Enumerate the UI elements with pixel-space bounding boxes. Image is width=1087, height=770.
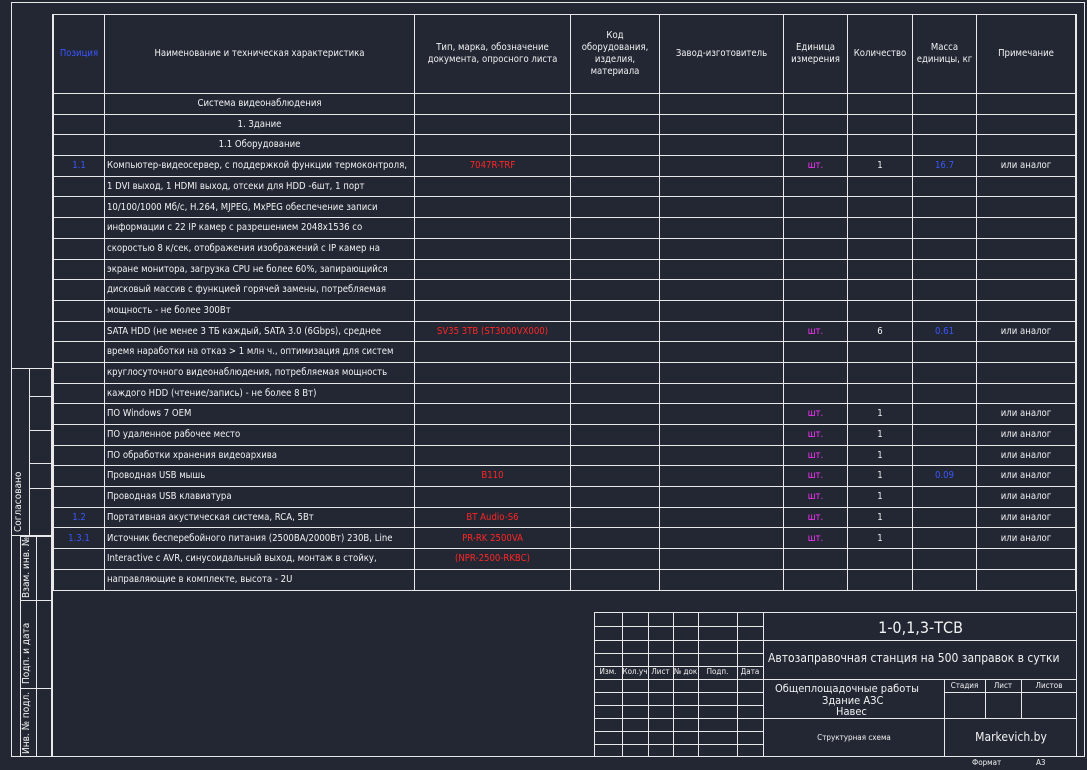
cell-name: 1 DVI выход, 1 HDMI выход, отсеки для HDD -6шт, 1 порт <box>105 176 415 197</box>
cell-name: ПО Windows 7 OEM <box>105 404 415 425</box>
cell-note: или аналог <box>977 507 1076 528</box>
cell-code <box>571 549 660 570</box>
cell-mass <box>913 280 977 301</box>
cell-note <box>977 218 1076 239</box>
cell-type: 7047R-TRF <box>415 156 571 177</box>
cell-mass <box>913 197 977 218</box>
cell-note <box>977 549 1076 570</box>
agreed-label: Согласовано <box>13 471 24 532</box>
table-row <box>54 156 1076 177</box>
cell-position <box>54 280 105 301</box>
cell-name: Система видеонаблюдения <box>105 94 415 115</box>
cell-maker <box>660 383 784 404</box>
cell-note <box>977 300 1076 321</box>
cell-maker <box>660 528 784 549</box>
table-row <box>54 487 1076 508</box>
cell-type <box>415 114 571 135</box>
cell-name: экране монитора, загрузка CPU не более 60%, запирающийся <box>105 259 415 280</box>
change-col-label: Лист <box>651 667 670 676</box>
cell-mass: 0.61 <box>913 321 977 342</box>
cell-note: или аналог <box>977 445 1076 466</box>
cell-unit <box>784 114 848 135</box>
cell-note <box>977 280 1076 301</box>
table-row <box>54 342 1076 363</box>
cell-type <box>415 94 571 115</box>
cell-name: 1.1 Оборудование <box>105 135 415 156</box>
cell-position <box>54 383 105 404</box>
cell-qty: 1 <box>848 528 913 549</box>
cell-unit <box>784 362 848 383</box>
cell-position <box>54 300 105 321</box>
cell-name: ПО обработки хранения видеоархива <box>105 445 415 466</box>
cell-note: или аналог <box>977 425 1076 446</box>
cell-code <box>571 280 660 301</box>
cell-note: или аналог <box>977 487 1076 508</box>
table-row <box>54 176 1076 197</box>
cell-position <box>54 425 105 446</box>
cell-unit: шт. <box>784 466 848 487</box>
header-type: Тип, марка, обозначение документа, опросного листа <box>415 15 571 94</box>
cell-maker <box>660 549 784 570</box>
cell-mass <box>913 425 977 446</box>
cell-maker <box>660 156 784 177</box>
cell-maker <box>660 445 784 466</box>
cell-qty: 6 <box>848 321 913 342</box>
table-row <box>54 280 1076 301</box>
cell-mass <box>913 259 977 280</box>
cell-maker <box>660 300 784 321</box>
cell-position <box>54 94 105 115</box>
cell-unit <box>784 135 848 156</box>
table-row <box>54 528 1076 549</box>
cell-position <box>54 569 105 590</box>
cell-qty: 1 <box>848 445 913 466</box>
specification-table <box>53 14 1076 591</box>
cell-position: 1.1 <box>54 156 105 177</box>
cell-mass <box>913 445 977 466</box>
header-qty: Количество <box>848 15 913 94</box>
cell-note: или аналог <box>977 528 1076 549</box>
cell-name: 1. Здание <box>105 114 415 135</box>
cell-code <box>571 218 660 239</box>
cell-code <box>571 569 660 590</box>
cell-qty <box>848 259 913 280</box>
cell-unit: шт. <box>784 528 848 549</box>
cell-unit <box>784 569 848 590</box>
cell-code <box>571 383 660 404</box>
cell-name: круглосуточного видеонаблюдения, потребляемая мощность <box>105 362 415 383</box>
cell-position <box>54 362 105 383</box>
cell-type <box>415 383 571 404</box>
cell-qty <box>848 342 913 363</box>
cell-qty <box>848 218 913 239</box>
cell-mass <box>913 487 977 508</box>
table-row <box>54 507 1076 528</box>
cell-code <box>571 425 660 446</box>
cell-code <box>571 94 660 115</box>
cell-qty <box>848 197 913 218</box>
cell-unit: шт. <box>784 425 848 446</box>
cell-type <box>415 404 571 425</box>
change-col-label: Подп. <box>706 667 729 676</box>
table-row <box>54 425 1076 446</box>
cell-mass <box>913 135 977 156</box>
cell-unit: шт. <box>784 404 848 425</box>
cell-position: 1.3.1 <box>54 528 105 549</box>
cell-position <box>54 321 105 342</box>
table-row <box>54 259 1076 280</box>
cell-qty <box>848 569 913 590</box>
cell-code <box>571 507 660 528</box>
table-row <box>54 135 1076 156</box>
cell-note <box>977 176 1076 197</box>
cell-mass <box>913 569 977 590</box>
cell-position: 1.2 <box>54 507 105 528</box>
cell-unit <box>784 197 848 218</box>
cell-maker <box>660 507 784 528</box>
cell-maker <box>660 238 784 259</box>
cell-qty <box>848 94 913 115</box>
cell-maker <box>660 321 784 342</box>
cell-code <box>571 362 660 383</box>
header-note: Примечание <box>977 15 1076 94</box>
cell-qty <box>848 114 913 135</box>
change-col-label: Кол.уч <box>622 667 648 676</box>
cell-mass <box>913 549 977 570</box>
cell-code <box>571 404 660 425</box>
cell-position <box>54 176 105 197</box>
change-col-label: Дата <box>740 667 760 676</box>
cell-code <box>571 528 660 549</box>
cell-name: Interactive с AVR, синусоидальный выход, монтаж в стойку, <box>105 549 415 570</box>
cell-name: Проводная USB мышь <box>105 466 415 487</box>
cell-mass <box>913 300 977 321</box>
cell-type <box>415 425 571 446</box>
cell-name: направляющие в комплекте, высота - 2U <box>105 569 415 590</box>
cell-qty: 1 <box>848 487 913 508</box>
table-row <box>54 197 1076 218</box>
header-code: Код оборудования, изделия, материала <box>571 15 660 94</box>
header-name: Наименование и техническая характеристика <box>105 15 415 94</box>
cell-qty <box>848 176 913 197</box>
header-position: Позиция <box>54 15 105 94</box>
cell-code <box>571 176 660 197</box>
cell-name: Компьютер-видеосервер, с поддержкой функции термоконтроля, <box>105 156 415 177</box>
cell-note <box>977 362 1076 383</box>
cell-type: PR-RK 2500VA <box>415 528 571 549</box>
table-row <box>54 114 1076 135</box>
cell-mass: 0.09 <box>913 466 977 487</box>
table-row <box>54 362 1076 383</box>
cell-position <box>54 218 105 239</box>
cell-maker <box>660 466 784 487</box>
cell-type <box>415 238 571 259</box>
cell-qty <box>848 549 913 570</box>
cell-unit: шт. <box>784 507 848 528</box>
cell-code <box>571 300 660 321</box>
header-mass: Масса единицы, кг <box>913 15 977 94</box>
cell-unit: шт. <box>784 487 848 508</box>
cell-type <box>415 135 571 156</box>
cell-maker <box>660 259 784 280</box>
cell-mass <box>913 94 977 115</box>
cell-maker <box>660 425 784 446</box>
cell-unit <box>784 280 848 301</box>
cell-name: каждого HDD (чтение/запись) - не более 8 Вт) <box>105 383 415 404</box>
cell-code <box>571 156 660 177</box>
cell-position <box>54 342 105 363</box>
cell-maker <box>660 487 784 508</box>
cell-name: скоростью 8 к/сек, отображения изображений с IP камер на <box>105 238 415 259</box>
table-row <box>54 238 1076 259</box>
cell-qty: 1 <box>848 466 913 487</box>
cell-note <box>977 197 1076 218</box>
cell-code <box>571 321 660 342</box>
header-unit: Единица измерения <box>784 15 848 94</box>
cell-code <box>571 487 660 508</box>
cell-name: ПО удаленное рабочее место <box>105 425 415 446</box>
cell-maker <box>660 176 784 197</box>
stage-label: Стадия <box>950 681 979 690</box>
cell-position <box>54 197 105 218</box>
cell-qty: 1 <box>848 404 913 425</box>
cell-type <box>415 218 571 239</box>
table-row <box>54 300 1076 321</box>
cell-qty: 1 <box>848 507 913 528</box>
cell-maker <box>660 362 784 383</box>
cell-note: или аналог <box>977 156 1076 177</box>
cell-mass <box>913 404 977 425</box>
cell-mass <box>913 114 977 135</box>
cell-unit: шт. <box>784 321 848 342</box>
cell-type <box>415 280 571 301</box>
sheet-label: Лист <box>993 681 1013 690</box>
cell-mass <box>913 383 977 404</box>
cell-position <box>54 404 105 425</box>
cell-name: дисковый массив с функцией горячей замены, потребляемая <box>105 280 415 301</box>
cell-mass <box>913 342 977 363</box>
cell-type <box>415 342 571 363</box>
cell-type <box>415 176 571 197</box>
works-title: Общеплощадочные работы <box>775 682 919 695</box>
table-row <box>54 445 1076 466</box>
cell-code <box>571 445 660 466</box>
sheet-title: Структурная схема <box>817 733 891 742</box>
cell-code <box>571 114 660 135</box>
cell-position <box>54 549 105 570</box>
inv-orig-label: Инв. № подл. <box>21 691 32 754</box>
cell-position <box>54 487 105 508</box>
cell-unit: шт. <box>784 156 848 177</box>
cell-type <box>415 259 571 280</box>
cell-type: SV35 3TB (ST3000VX000) <box>415 321 571 342</box>
table-row <box>54 94 1076 115</box>
cell-code <box>571 466 660 487</box>
cell-code <box>571 135 660 156</box>
format-value: А3 <box>1036 758 1046 767</box>
cell-note: или аналог <box>977 321 1076 342</box>
table-header-row <box>54 15 1076 94</box>
document-code: 1-0,1,3-ТСВ <box>878 618 963 637</box>
cell-maker <box>660 404 784 425</box>
table-row <box>54 383 1076 404</box>
cell-type <box>415 445 571 466</box>
cell-type <box>415 362 571 383</box>
cell-mass <box>913 176 977 197</box>
cell-type <box>415 300 571 321</box>
cell-maker <box>660 569 784 590</box>
change-col-label: № док <box>673 667 698 676</box>
building-title: Здание АЗС <box>822 694 884 707</box>
cell-maker <box>660 135 784 156</box>
cell-type: B110 <box>415 466 571 487</box>
cell-type: (NPR-2500-RKBC) <box>415 549 571 570</box>
canopy-title: Навес <box>836 705 867 718</box>
cell-type: BT Audio-S6 <box>415 507 571 528</box>
cell-name: SATA HDD (не менее 3 ТБ каждый, SATA 3.0 (6Gbps), среднее <box>105 321 415 342</box>
table-row <box>54 466 1076 487</box>
cell-qty <box>848 280 913 301</box>
cell-code <box>571 259 660 280</box>
cell-unit <box>784 549 848 570</box>
cell-type <box>415 487 571 508</box>
cell-position <box>54 259 105 280</box>
cell-qty <box>848 300 913 321</box>
cell-name: время наработки на отказ > 1 млн ч., оптимизация для систем <box>105 342 415 363</box>
cell-note <box>977 114 1076 135</box>
cell-qty: 1 <box>848 425 913 446</box>
cell-type <box>415 197 571 218</box>
cell-unit <box>784 94 848 115</box>
cell-code <box>571 197 660 218</box>
cell-note <box>977 135 1076 156</box>
cell-name: 10/100/1000 Мб/с, H.264, MJPEG, MxPEG обеспечение записи <box>105 197 415 218</box>
sheets-label: Листов <box>1035 681 1063 690</box>
cell-unit <box>784 218 848 239</box>
cell-unit <box>784 300 848 321</box>
table-row <box>54 218 1076 239</box>
table-row <box>54 549 1076 570</box>
change-col-label: Изм. <box>599 667 617 676</box>
cell-code <box>571 342 660 363</box>
project-title: Автозаправочная станция на 500 заправок в сутки <box>768 651 1060 665</box>
cell-maker <box>660 197 784 218</box>
cell-note <box>977 238 1076 259</box>
cell-maker <box>660 114 784 135</box>
cell-qty <box>848 238 913 259</box>
cell-unit: шт. <box>784 445 848 466</box>
cell-mass <box>913 507 977 528</box>
cell-mass <box>913 238 977 259</box>
cell-note <box>977 342 1076 363</box>
cell-type <box>415 569 571 590</box>
cell-maker <box>660 94 784 115</box>
sign-date-label: Подп. и дата <box>21 622 32 684</box>
table-row <box>54 321 1076 342</box>
cell-maker <box>660 280 784 301</box>
table-row <box>54 404 1076 425</box>
cell-note <box>977 259 1076 280</box>
cell-note: или аналог <box>977 466 1076 487</box>
cell-mass <box>913 362 977 383</box>
header-maker: Завод-изготовитель <box>660 15 784 94</box>
cell-note: или аналог <box>977 404 1076 425</box>
cell-note <box>977 94 1076 115</box>
cell-position <box>54 466 105 487</box>
inv-replace-label: Взам. инв. № <box>21 536 32 598</box>
cell-unit <box>784 383 848 404</box>
cell-maker <box>660 218 784 239</box>
cell-note <box>977 383 1076 404</box>
cell-qty <box>848 383 913 404</box>
cell-mass <box>913 218 977 239</box>
table-row <box>54 569 1076 590</box>
cell-qty: 1 <box>848 156 913 177</box>
cell-position <box>54 114 105 135</box>
cell-name: Проводная USB клавиатура <box>105 487 415 508</box>
cell-maker <box>660 342 784 363</box>
cell-mass <box>913 528 977 549</box>
cell-position <box>54 445 105 466</box>
cell-name: мощность - не более 300Вт <box>105 300 415 321</box>
cell-position <box>54 135 105 156</box>
cell-unit <box>784 176 848 197</box>
cell-name: Портативная акустическая система, RCA, 5Вт <box>105 507 415 528</box>
cell-qty <box>848 135 913 156</box>
cell-unit <box>784 238 848 259</box>
cell-unit <box>784 259 848 280</box>
format-label: Формат <box>972 758 1002 767</box>
cell-mass: 16.7 <box>913 156 977 177</box>
company-name: Markevich.by <box>975 730 1047 744</box>
cell-unit <box>784 342 848 363</box>
cell-code <box>571 238 660 259</box>
cell-name: информации с 22 IP камер с разрешением 2048х1536 со <box>105 218 415 239</box>
cell-qty <box>848 362 913 383</box>
cell-note <box>977 569 1076 590</box>
cell-name: Источник бесперебойного питания (2500ВА/2000Вт) 230В, Line <box>105 528 415 549</box>
cell-position <box>54 238 105 259</box>
